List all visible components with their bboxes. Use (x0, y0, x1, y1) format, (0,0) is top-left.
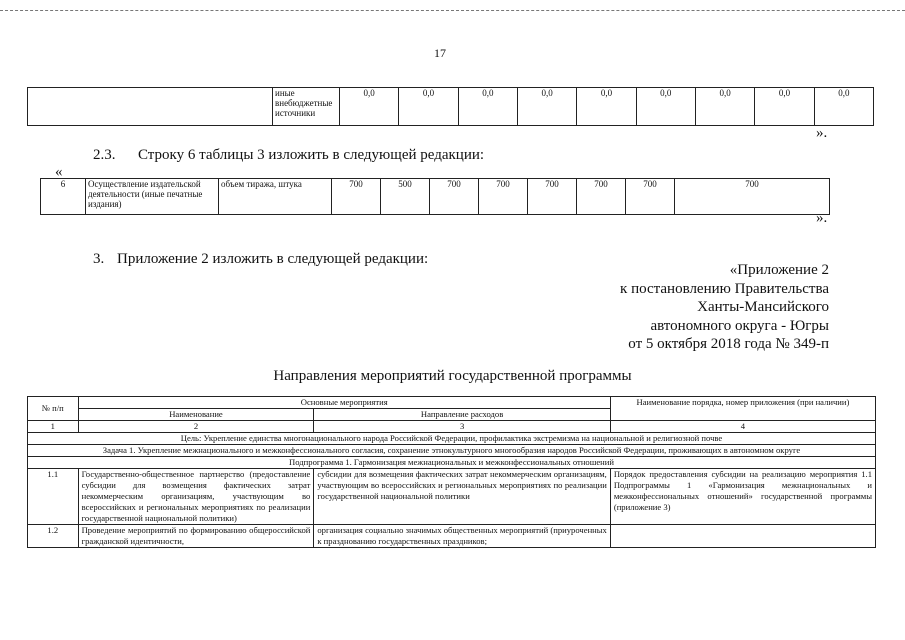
opening-quote: « (55, 164, 63, 180)
indicator-name: объем тиража, штука (219, 179, 332, 215)
order-name (610, 525, 875, 548)
value-cell: 0,0 (755, 88, 814, 126)
goal-row: Цель: Укрепление единства многонационального народа Российской Федерации, профилактика экстремизма на национальной и религиозной почве (28, 433, 876, 445)
value-cell: 0,0 (340, 88, 399, 126)
index-cell: 1 (28, 421, 79, 433)
value-cell: 0,0 (399, 88, 458, 126)
closing-quote: ». (816, 210, 828, 226)
appendix-header (620, 261, 829, 354)
activity-name: Проведение мероприятий по формированию общероссийской гражданской идентичности, (78, 525, 314, 548)
value-cell: 700 (675, 179, 830, 215)
activity-name: Государственно-общественное партнерство (предоставление субсидии для возмещения фактических затрат некоммерческим организациям, участвующим во всероссийских и региональных мероприятиях по реализации государственной национальной политики) (78, 469, 314, 525)
value-cell: 0,0 (695, 88, 754, 126)
header-num: № п/п (28, 397, 79, 421)
index-cell: 3 (314, 421, 610, 433)
funding-source-label: иные внебюджетные источники (273, 88, 340, 126)
row-number: 6 (41, 179, 86, 215)
appendix-line: автономного округа - Югры (650, 317, 829, 334)
table-program-activities (27, 396, 876, 548)
page-number: 17 (434, 46, 446, 60)
item-2-3-number: 2.3. (93, 147, 116, 163)
value-cell: 0,0 (814, 88, 873, 126)
header-direction: Направление расходов (314, 409, 610, 421)
subprogram-row: Подпрограмма 1. Гармонизация межнациональных и межконфессиональных отношений (28, 457, 876, 469)
value-cell: 0,0 (636, 88, 695, 126)
value-cell: 0,0 (577, 88, 636, 126)
value-cell: 700 (528, 179, 577, 215)
activity-name: Осуществление издательской деятельности (иные печатные издания) (86, 179, 219, 215)
index-cell: 4 (610, 421, 875, 433)
appendix-line: Ханты-Мансийского (697, 299, 829, 315)
header-main-activities: Основные мероприятия (78, 397, 610, 409)
expense-direction: организация социально значимых общественных мероприятий (приуроченных к празднованию государственных праздников; (314, 525, 610, 548)
appendix-line: «Приложение 2 (729, 262, 829, 278)
appendix-line: от 5 октября 2018 года № 349-п (628, 336, 829, 352)
table-row-6 (40, 178, 830, 215)
value-cell: 500 (381, 179, 430, 215)
table-row (28, 469, 876, 525)
item-3-text: Приложение 2 изложить в следующей редакции: (117, 251, 429, 267)
value-cell: 0,0 (458, 88, 517, 126)
appendix-line: к постановлению Правительства (620, 280, 829, 297)
value-cell: 700 (577, 179, 626, 215)
table-row (28, 525, 876, 548)
closing-quote: ». (816, 125, 828, 141)
value-cell: 700 (626, 179, 675, 215)
header-order: Наименование порядка, номер приложения (при наличии) (610, 397, 875, 421)
expense-direction: субсидии для возмещения фактических затрат некоммерческим организациям, участвующим во всероссийских и региональных мероприятиях по реализации государственной национальной политики (314, 469, 610, 525)
header-name: Наименование (78, 409, 314, 421)
document-title: Направления мероприятий государственной программы (273, 368, 632, 384)
index-cell: 2 (78, 421, 314, 433)
value-cell: 0,0 (517, 88, 576, 126)
row-number: 1.2 (28, 525, 79, 548)
table-funding-tail (27, 87, 874, 126)
value-cell: 700 (332, 179, 381, 215)
task-row: Задача 1. Укрепление межнационального и межконфессионального согласия, сохранение этнокультурного многообразия народов Российской Федерации, проживающих в автономном округе (28, 445, 876, 457)
value-cell: 700 (430, 179, 479, 215)
order-name: Порядок предоставления субсидии на реализацию мероприятия 1.1 Подпрограммы 1 «Гармонизация межнациональных и межконфессиональных отношений» государственной программы (приложение 3) (610, 469, 875, 525)
empty-cell (28, 88, 273, 126)
row-number: 1.1 (28, 469, 79, 525)
page-top-border (0, 10, 905, 11)
value-cell: 700 (479, 179, 528, 215)
item-2-3-text: Строку 6 таблицы 3 изложить в следующей редакции: (138, 147, 485, 163)
item-3-number: 3. (93, 251, 105, 267)
